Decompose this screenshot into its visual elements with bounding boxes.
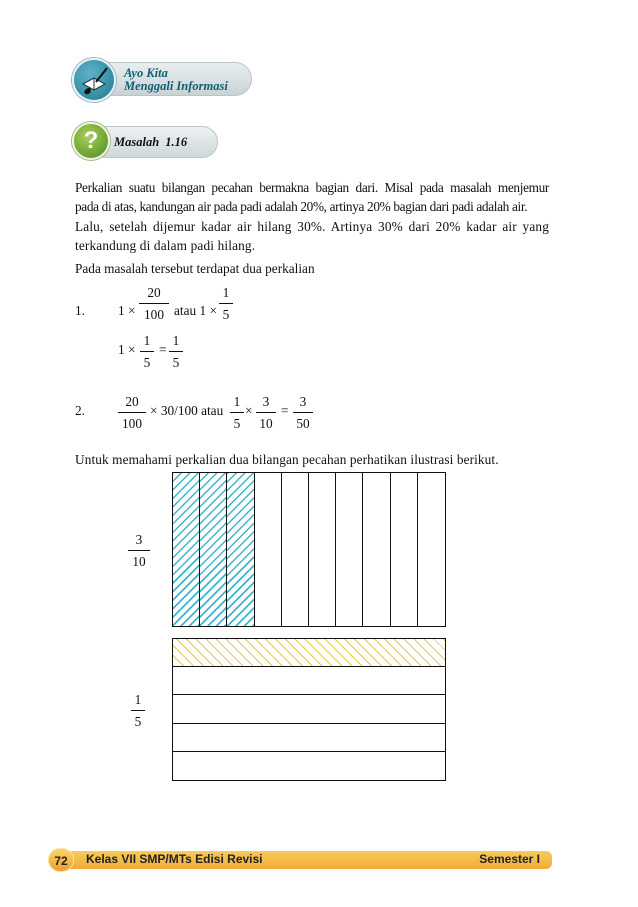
item-2-fraction-c: [256, 394, 276, 432]
fraction-numerator: 3: [135, 532, 143, 547]
strip: [336, 473, 363, 626]
fraction-numerator: 1: [172, 333, 180, 348]
fraction-denominator: 50: [296, 416, 310, 431]
paragraph-3: Pada masalah tersebut terdapat dua perkalian: [75, 261, 315, 276]
strip: [418, 473, 445, 626]
item-2-number: 2.: [75, 403, 85, 418]
fraction-numerator: 20: [125, 394, 139, 409]
paragraph-2: [75, 217, 549, 255]
strip: [255, 473, 282, 626]
fraction-denominator: 5: [172, 355, 180, 370]
item-1-times: 1 ×: [118, 303, 136, 318]
info-badge-line2: Menggali Informasi: [124, 79, 228, 93]
fraction-denominator: 5: [222, 307, 230, 322]
item-1-number: 1.: [75, 303, 85, 318]
shaded-strip: [173, 473, 200, 626]
item-2-times: ×: [245, 403, 253, 418]
footer-semester: Semester I: [479, 852, 540, 866]
fraction-denominator: 100: [144, 307, 164, 322]
book-pen-icon-graphic: [74, 60, 114, 100]
problem-badge: [72, 122, 218, 162]
item-2-fraction-b: [230, 394, 244, 432]
diagram-2-rows: [172, 638, 446, 781]
fraction-numerator: 3: [262, 394, 270, 409]
book-pen-icon: [72, 58, 116, 102]
paragraph-2-line-2: terkandung di dalam padi hilang.: [75, 238, 256, 253]
paragraph-2-line-1: Lalu, setelah dijemur kadar air hilang 30%. Artinya 30% dari 20% kadar air yang: [75, 219, 549, 234]
diagram-2-fraction-label: [131, 692, 145, 730]
info-badge-line1: Ayo Kita: [124, 66, 168, 80]
diagram-1-strips: [172, 472, 446, 627]
fraction-denominator: 10: [259, 416, 273, 431]
strip: [391, 473, 418, 626]
item-2-fraction-d: [293, 394, 313, 432]
line-2-fraction-a: [140, 333, 154, 371]
item-2-rest: × 30/100 atau: [150, 403, 224, 418]
paragraph-1: [75, 178, 549, 216]
problem-number: 1.16: [165, 135, 188, 149]
fraction-numerator: 1: [134, 692, 142, 707]
fraction-denominator: 100: [122, 416, 142, 431]
shaded-strip: [200, 473, 227, 626]
fraction-denominator: 5: [143, 355, 151, 370]
line-2-fraction-b: [169, 333, 183, 371]
item-2-equals: =: [281, 403, 289, 418]
problem-label: Masalah: [114, 135, 160, 149]
fraction-numerator: 1: [222, 285, 230, 300]
problem-title: [114, 135, 187, 150]
item-1-fraction-b: [219, 285, 233, 323]
page-footer: [48, 848, 552, 872]
fraction-denominator: 10: [132, 554, 146, 569]
fraction-numerator: 1: [233, 394, 241, 409]
fraction-denominator: 5: [233, 416, 241, 431]
fraction-numerator: 1: [143, 333, 151, 348]
line-2-times: 1 ×: [118, 342, 136, 357]
shaded-row: [173, 639, 445, 667]
shaded-strip: [227, 473, 254, 626]
row: [173, 667, 445, 695]
strip: [363, 473, 390, 626]
row: [173, 695, 445, 723]
illustration-intro: Untuk memahami perkalian dua bilangan pecahan perhatikan ilustrasi berikut.: [75, 452, 499, 467]
item-1-fraction-a: [139, 285, 169, 323]
row: [173, 724, 445, 752]
question-mark-icon: ?: [72, 122, 110, 160]
info-badge: [72, 58, 254, 102]
row: [173, 752, 445, 780]
item-1-or: atau 1 ×: [174, 303, 217, 318]
paragraph-1-line-1: Perkalian suatu bilangan pecahan bermakna bagian dari. Misal pada masalah menjemur: [75, 180, 549, 195]
fraction-numerator: 3: [299, 394, 307, 409]
fraction-denominator: 5: [134, 714, 142, 729]
footer-book-title: Kelas VII SMP/MTs Edisi Revisi: [86, 852, 263, 866]
page-number: 72: [48, 848, 74, 872]
item-2-fraction-a: [118, 394, 146, 432]
diagram-1-fraction-label: [128, 532, 150, 570]
strip: [309, 473, 336, 626]
strip: [282, 473, 309, 626]
fraction-numerator: 20: [147, 285, 161, 300]
paragraph-1-line-2: pada di atas, kandungan air pada padi adalah 20%, artinya 20% bagian dari padi adalah air.: [75, 199, 528, 214]
line-2-equals: =: [159, 342, 167, 357]
